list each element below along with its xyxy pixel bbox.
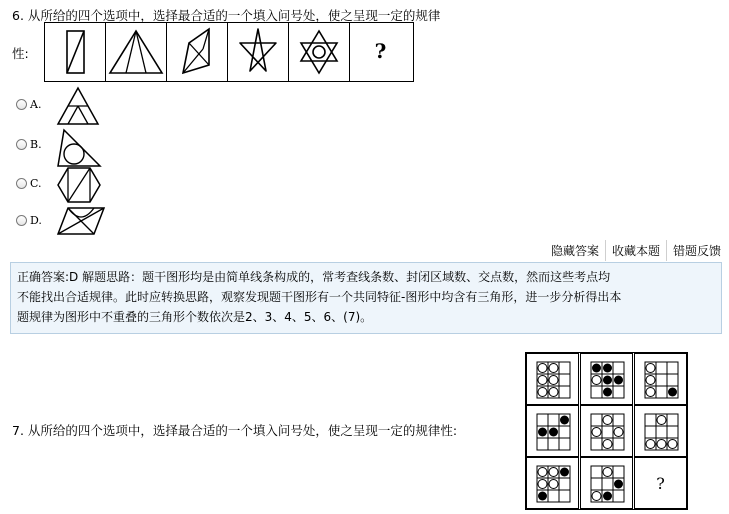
grid7-cell-r1c1 — [526, 353, 579, 405]
grid7-cell-r3c1 — [526, 457, 579, 509]
pentagram-figure — [228, 23, 289, 81]
option-d-radio[interactable] — [16, 215, 27, 226]
seq-figure-4 — [228, 23, 289, 81]
option-a-radio[interactable] — [16, 99, 27, 110]
option-b-figure — [56, 128, 102, 168]
option-c[interactable] — [16, 177, 42, 190]
hexagram-circle-figure — [289, 23, 350, 81]
question-6-sequence — [44, 22, 414, 82]
answer-line-1: 正确答案:D 解题思路：题干图形均是由简单线条构成的，常考查线条数、封闭区域数、交点数，然而这些考点均 — [17, 270, 611, 284]
seq-question-cell — [350, 23, 411, 81]
grid7-question-cell — [634, 457, 687, 509]
seq-figure-1 — [45, 23, 106, 81]
hide-answer-button[interactable]: 隐藏答案 — [550, 244, 599, 258]
question-mark: ? — [374, 39, 387, 63]
option-b-radio[interactable] — [16, 139, 27, 150]
question-6-title: 6. 从所给的四个选项中，选择最合适的一个填入问号处，使之呈现一定的规律 — [12, 8, 441, 23]
seq-figure-5 — [289, 23, 350, 81]
option-a-figure — [56, 86, 100, 126]
option-a-label: A. — [30, 98, 42, 111]
option-c-label: C. — [30, 177, 42, 190]
option-b[interactable] — [16, 138, 42, 151]
answer-line-3: 题规律为图形中不重叠的三角形个数依次是2、3、4、5、6、(7)。 — [17, 310, 373, 324]
grid7-question-mark: ? — [656, 474, 665, 493]
answer-line-2: 不能找出合适规律。此时应转换思路，观察发现题干图形有一个共同特征-图形中均含有三角形，进一步分析得出本 — [17, 290, 622, 304]
option-d[interactable] — [16, 214, 42, 227]
option-d-figure — [56, 204, 106, 236]
answer-explanation-box — [10, 262, 722, 334]
option-d-label: D. — [30, 214, 42, 227]
option-c-radio[interactable] — [16, 178, 27, 189]
question-6-title-continued: 性: — [12, 46, 29, 61]
seq-figure-3 — [167, 23, 228, 81]
question-7-title: 7. 从所给的四个选项中，选择最合适的一个填入问号处，使之呈现一定的规律性: — [12, 423, 458, 438]
grid7-cell-r1c2 — [580, 353, 633, 405]
grid7-cell-r1c3 — [634, 353, 687, 405]
favorite-question-button[interactable]: 收藏本题 — [605, 240, 666, 261]
grid7-cell-r2c1 — [526, 405, 579, 457]
grid7-cell-r2c2 — [580, 405, 633, 457]
question-7-grid — [525, 352, 688, 510]
answer-toolbar — [545, 240, 727, 261]
grid7-cell-r3c2 — [580, 457, 633, 509]
seq-figure-2 — [106, 23, 167, 81]
triangle-fan-figure — [106, 23, 167, 81]
option-b-label: B. — [30, 138, 42, 151]
folded-quad-figure — [167, 23, 228, 81]
rectangle-diagonal-figure — [45, 23, 106, 81]
report-error-button[interactable]: 错题反馈 — [666, 240, 727, 261]
option-c-figure — [56, 166, 102, 204]
option-a[interactable] — [16, 98, 41, 111]
grid7-cell-r2c3 — [634, 405, 687, 457]
